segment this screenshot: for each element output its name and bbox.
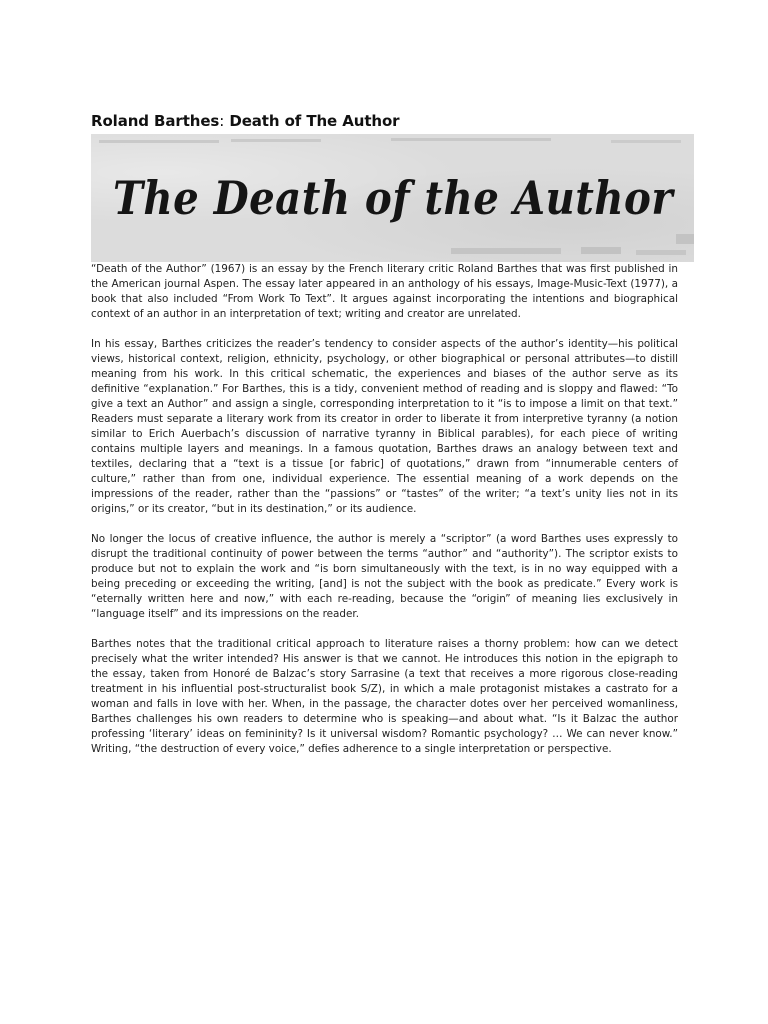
document-title [91, 112, 399, 130]
paragraph-3: No longer the locus of creative influence, the author is merely a “scriptor” (a word Barthes uses expressly to disrupt the traditional continuity of power between the terms “author” and “authority”). The scriptor exists to produce but not to explain the work and “is born simultaneously with the text, is in no way equipped with a being preceding or exceeding the writing, [and] is not the subject with the book as predicate.” Every work is “eternally written here and now,” with each re-reading, because the “origin” of meaning lies exclusively in “language itself” and its impressions on the reader. [91, 533, 678, 620]
essay-body [91, 262, 678, 772]
paragraph-2: In his essay, Barthes criticizes the reader’s tendency to consider aspects of the author’s identity—his political views, historical context, religion, ethnicity, psychology, or other biographical or personal attributes—to distill meaning from his work. In this critical schematic, the experiences and biases of the author serve as its definitive “explanation.” For Barthes, this is a tidy, convenient method of reading and is sloppy and flawed: “To give a text an Author” and assign a single, corresponding interpretation to it “is to impose a limit on that text.” Readers must separate a literary work from its creator in order to liberate it from interpretive tyranny (a notion similar to Erich Auerbach’s discussion of narrative tyranny in Biblical parables), for each piece of writing contains multiple layers and meanings. In a famous quotation, Barthes draws an analogy between text and textiles, declaring that a “text is a tissue [or fabric] of quotations,” drawn from “innumerable centers of culture,” rather than from one, individual experience. The essential meaning of a work depends on the impressions of the reader, rather than the “passions” or “tastes” of the writer; “a text’s unity lies not in its origins,” or its creator, “but in its destination,” or its audience. [91, 338, 678, 515]
title-work: Death of The Author [229, 112, 400, 130]
banner-headline: The Death of the Author [113, 171, 676, 225]
banner-graphic [91, 134, 694, 262]
title-separator: : [219, 112, 225, 130]
paragraph-4: Barthes notes that the traditional critical approach to literature raises a thorny problem: how can we detect precisely what the writer intended? His answer is that we cannot. He introduces this notion in the epigraph to the essay, taken from Honoré de Balzac’s story Sarrasine (a text that receives a more rigorous close-reading treatment in his influential post-structuralist book S/Z), in which a male protagonist mistakes a castrato for a woman and falls in love with her. When, in the passage, the character dotes over her perceived womanliness, Barthes challenges his own readers to determine who is speaking—and about what. “Is it Balzac the author professing ‘literary’ ideas on femininity? Is it universal wisdom? Romantic psychology? … We can never know.” Writing, “the destruction of every voice,” defies adherence to a single interpretation or perspective. [91, 638, 678, 755]
title-author: Roland Barthes [91, 112, 220, 130]
title-banner-image [91, 134, 694, 262]
paragraph-1: “Death of the Author” (1967) is an essay by the French literary critic Roland Barthes that was first published in the American journal Aspen. The essay later appeared in an anthology of his essays, Image-Music-Text (1977), a book that also included “From Work To Text”. It argues against incorporating the intentions and biographical context of an author in an interpretation of text; writing and creator are unrelated. [91, 263, 678, 320]
